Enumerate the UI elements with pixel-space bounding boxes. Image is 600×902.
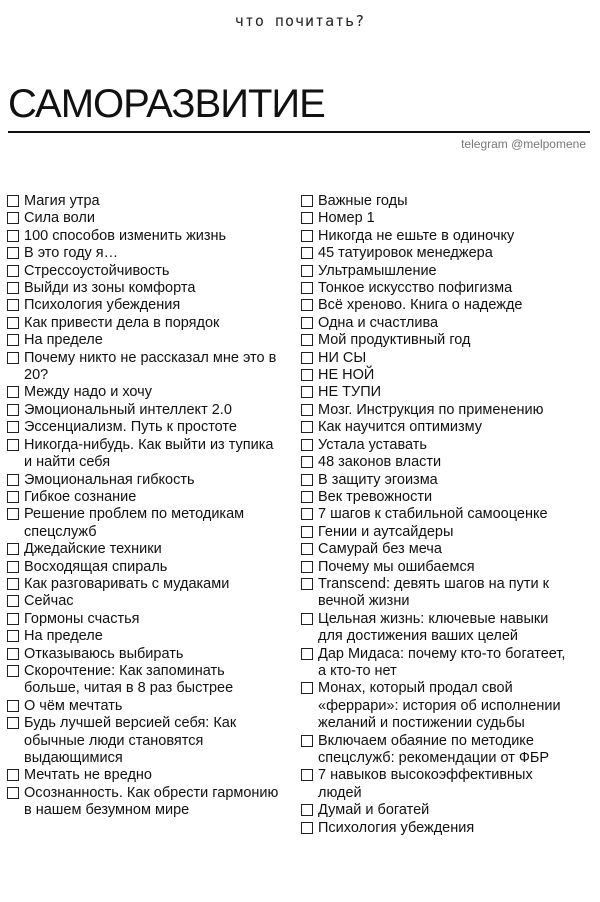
- book-title: Стрессоустойчивость: [24, 262, 170, 279]
- book-title: Сейчас: [24, 593, 74, 610]
- book-checkbox[interactable]: [7, 334, 19, 346]
- book-title: Мечтать не вредно: [24, 767, 152, 784]
- book-list-item: [301, 611, 576, 646]
- book-title: Гении и аутсайдеры: [318, 523, 454, 540]
- book-title: Решение проблем по методикам спецслужб: [24, 506, 245, 540]
- book-checkbox[interactable]: [7, 247, 19, 259]
- book-checkbox[interactable]: [7, 717, 19, 729]
- book-checkbox[interactable]: [7, 613, 19, 625]
- book-title: На пределе: [24, 332, 103, 349]
- book-checkbox[interactable]: [7, 230, 19, 242]
- book-title: Восходящая спираль: [24, 558, 168, 575]
- book-checkbox[interactable]: [301, 439, 313, 451]
- book-list-item: [7, 541, 282, 558]
- book-title: Монах, который продал свой «феррари»: история об исполнении желаний и постижении судьбы: [318, 680, 561, 732]
- book-checkbox[interactable]: [7, 700, 19, 712]
- book-list-item: [301, 489, 576, 506]
- book-title: Мозг. Инструкция по применению: [318, 401, 544, 418]
- book-list-item: [7, 715, 282, 767]
- book-title: Одна и счастлива: [318, 314, 439, 331]
- telegram-credit: telegram @melpomene: [461, 137, 586, 151]
- book-title: Включаем обаяние по методике спецслужб: рекомендации от ФБР: [318, 732, 550, 766]
- book-checkbox[interactable]: [7, 195, 19, 207]
- book-checkbox[interactable]: [7, 648, 19, 660]
- book-list-item: [301, 646, 576, 681]
- book-title: Магия утра: [24, 193, 100, 209]
- book-list-item: [301, 419, 576, 436]
- book-list-item: [7, 593, 282, 610]
- book-checkbox[interactable]: [7, 665, 19, 677]
- book-title: Важные годы: [318, 193, 408, 209]
- book-checkbox[interactable]: [301, 561, 313, 573]
- book-title: Думай и богатей: [318, 802, 430, 819]
- book-title: Как привести дела в порядок: [24, 314, 220, 331]
- book-list-item: [301, 315, 576, 332]
- book-checkbox[interactable]: [301, 212, 313, 224]
- book-title: В это году я…: [24, 245, 119, 262]
- book-checkbox[interactable]: [301, 613, 313, 625]
- book-checkbox[interactable]: [301, 682, 313, 694]
- book-list-item: [301, 733, 576, 768]
- book-list-item: [7, 489, 282, 506]
- page-title: САМОРАЗВИТИЕ: [8, 82, 325, 126]
- book-title: Как научится оптимизму: [318, 419, 483, 436]
- book-list-item: [301, 576, 576, 611]
- book-title: Transcend: девять шагов на пути к вечной жизни: [318, 575, 549, 610]
- book-title: Эмоциональный интеллект 2.0: [24, 401, 232, 418]
- book-list-item: [301, 820, 576, 837]
- book-checkbox[interactable]: [7, 491, 19, 503]
- book-list-item: [7, 698, 282, 715]
- book-list-item: [301, 541, 576, 558]
- book-list-item: [7, 472, 282, 489]
- book-title: Эмоциональная гибкость: [24, 471, 195, 488]
- book-list-item: [301, 350, 576, 367]
- book-list-item: [7, 315, 282, 332]
- book-list-item: [7, 646, 282, 663]
- book-list-item: [7, 437, 282, 472]
- book-list-item: [301, 210, 576, 227]
- left-book-list: [7, 193, 282, 820]
- book-list-item: [7, 280, 282, 297]
- book-list-item: [7, 384, 282, 401]
- book-list-item: [7, 419, 282, 436]
- book-checkbox[interactable]: [301, 195, 313, 207]
- book-checkbox[interactable]: [301, 352, 313, 364]
- book-list-item: [301, 332, 576, 349]
- book-checkbox[interactable]: [301, 769, 313, 781]
- book-title: Гибкое сознание: [24, 488, 137, 505]
- book-list-item: [7, 576, 282, 593]
- book-list-item: [301, 245, 576, 262]
- book-list-item: [7, 663, 282, 698]
- book-list-item: [301, 767, 576, 802]
- book-title: НЕ ТУПИ: [318, 384, 382, 401]
- book-title: На пределе: [24, 628, 103, 645]
- book-title: НЕ НОЙ: [318, 367, 375, 384]
- book-checkbox[interactable]: [301, 822, 313, 834]
- book-list-item: [7, 332, 282, 349]
- book-checkbox[interactable]: [7, 265, 19, 277]
- right-book-list: [301, 193, 576, 837]
- book-title: НИ СЫ: [318, 349, 367, 366]
- book-title: Будь лучшей версией себя: Как обычные люди становятся выдающимися: [24, 715, 237, 766]
- book-checkbox[interactable]: [7, 630, 19, 642]
- book-title: Цельная жизнь: ключевые навыки для достижения ваших целей: [318, 610, 549, 645]
- book-checkbox[interactable]: [301, 648, 313, 660]
- book-title: Осознанность. Как обрести гармонию в нашем безумном мире: [24, 784, 279, 819]
- book-list-item: [7, 297, 282, 314]
- book-list-item: [301, 454, 576, 471]
- book-checkbox[interactable]: [301, 474, 313, 486]
- book-title: Психология убеждения: [318, 819, 475, 836]
- book-checkbox[interactable]: [301, 804, 313, 816]
- book-checkbox[interactable]: [7, 282, 19, 294]
- book-checkbox[interactable]: [7, 386, 19, 398]
- book-title: Психология убеждения: [24, 297, 181, 314]
- book-checkbox[interactable]: [301, 282, 313, 294]
- book-list-item: [7, 263, 282, 280]
- book-list-item: [301, 193, 576, 210]
- book-title: 100 способов изменить жизнь: [24, 227, 227, 244]
- book-title: Самурай без меча: [318, 541, 442, 558]
- book-title: Век тревожности: [318, 488, 433, 505]
- book-title: Эссенциализм. Путь к простоте: [24, 419, 237, 436]
- book-list-item: [7, 611, 282, 628]
- book-title: Скорочтение: Как запоминать больше, читая в 8 раз быстрее: [24, 662, 234, 697]
- book-title: Джедайские техники: [24, 541, 162, 558]
- book-checkbox[interactable]: [301, 369, 313, 381]
- book-title: 45 татуировок менеджера: [318, 245, 493, 262]
- book-checkbox[interactable]: [301, 421, 313, 433]
- book-title: Ультрамышление: [318, 262, 437, 279]
- book-title: В защиту эгоизма: [318, 471, 438, 488]
- book-checkbox[interactable]: [7, 421, 19, 433]
- book-list-item: [301, 559, 576, 576]
- book-title: Мой продуктивный год: [318, 332, 471, 349]
- book-checkbox[interactable]: [7, 561, 19, 573]
- book-title: Почему мы ошибаемся: [318, 558, 475, 575]
- book-title: Дар Мидаса: почему кто-то богатеет, а кто-то нет: [318, 645, 566, 679]
- book-list-item: [7, 402, 282, 419]
- book-checkbox[interactable]: [301, 735, 313, 747]
- book-checkbox[interactable]: [301, 230, 313, 242]
- book-list-item: [7, 628, 282, 645]
- book-title: Отказываюсь выбирать: [24, 645, 184, 662]
- book-checkbox[interactable]: [7, 474, 19, 486]
- book-title: Между надо и хочу: [24, 384, 152, 401]
- book-checkbox[interactable]: [7, 787, 19, 799]
- book-title: Никогда-нибудь. Как выйти из тупика и найти себя: [24, 436, 274, 471]
- book-checkbox[interactable]: [7, 508, 19, 520]
- book-checkbox[interactable]: [7, 769, 19, 781]
- book-title: Почему никто не рассказал мне это в 20?: [24, 349, 277, 384]
- book-title: Выйди из зоны комфорта: [24, 280, 196, 297]
- book-list-item: [301, 280, 576, 297]
- book-title: Устала уставать: [318, 436, 427, 453]
- book-checkbox[interactable]: [7, 543, 19, 555]
- book-checkbox[interactable]: [7, 352, 19, 364]
- book-checkbox[interactable]: [301, 317, 313, 329]
- book-list-item: [301, 437, 576, 454]
- book-title: Тонкое искусство пофигизма: [318, 280, 513, 297]
- book-title: 7 навыков высокоэффективных людей: [318, 767, 533, 801]
- book-checkbox[interactable]: [7, 317, 19, 329]
- page-subtitle: что почитать?: [234, 12, 366, 30]
- book-checkbox[interactable]: [7, 595, 19, 607]
- book-title: Сила воли: [24, 210, 95, 227]
- book-list-item: [301, 506, 576, 523]
- book-list-item: [301, 402, 576, 419]
- book-checkbox[interactable]: [301, 491, 313, 503]
- book-title: Всё хреново. Книга о надежде: [318, 297, 523, 314]
- book-checkbox[interactable]: [301, 456, 313, 468]
- book-list-item: [7, 193, 282, 210]
- book-title: 7 шагов к стабильной самооценке: [318, 506, 548, 523]
- book-list-item: [301, 228, 576, 245]
- book-checkbox[interactable]: [7, 404, 19, 416]
- book-list-item: [301, 367, 576, 384]
- book-checkbox[interactable]: [7, 439, 19, 451]
- book-list-item: [301, 472, 576, 489]
- book-list-item: [301, 297, 576, 314]
- book-checkbox[interactable]: [301, 404, 313, 416]
- book-list-item: [7, 245, 282, 262]
- book-list-item: [301, 680, 576, 732]
- book-list-item: [7, 767, 282, 784]
- book-list-item: [301, 263, 576, 280]
- book-list-item: [7, 785, 282, 820]
- book-list-item: [301, 524, 576, 541]
- book-title: О чём мечтать: [24, 697, 123, 714]
- book-title: Как разговаривать с мудаками: [24, 575, 230, 592]
- book-title: Гормоны счастья: [24, 610, 140, 627]
- book-list-item: [7, 506, 282, 541]
- book-checkbox[interactable]: [301, 247, 313, 259]
- book-list-item: [7, 559, 282, 576]
- book-checkbox[interactable]: [7, 212, 19, 224]
- book-checkbox[interactable]: [301, 578, 313, 590]
- book-checkbox[interactable]: [7, 299, 19, 311]
- book-checkbox[interactable]: [301, 386, 313, 398]
- book-checkbox[interactable]: [301, 265, 313, 277]
- book-title: Номер 1: [318, 210, 375, 227]
- title-divider: [8, 131, 590, 133]
- book-checkbox[interactable]: [301, 299, 313, 311]
- book-checkbox[interactable]: [301, 543, 313, 555]
- book-title: Никогда не ешьте в одиночку: [318, 227, 515, 244]
- book-list-item: [301, 384, 576, 401]
- book-checkbox[interactable]: [301, 526, 313, 538]
- book-list-item: [7, 350, 282, 385]
- book-title: 48 законов власти: [318, 454, 442, 471]
- book-list-item: [7, 228, 282, 245]
- book-checkbox[interactable]: [7, 578, 19, 590]
- book-list-item: [301, 802, 576, 819]
- book-checkbox[interactable]: [301, 508, 313, 520]
- book-checkbox[interactable]: [301, 334, 313, 346]
- book-list-item: [7, 210, 282, 227]
